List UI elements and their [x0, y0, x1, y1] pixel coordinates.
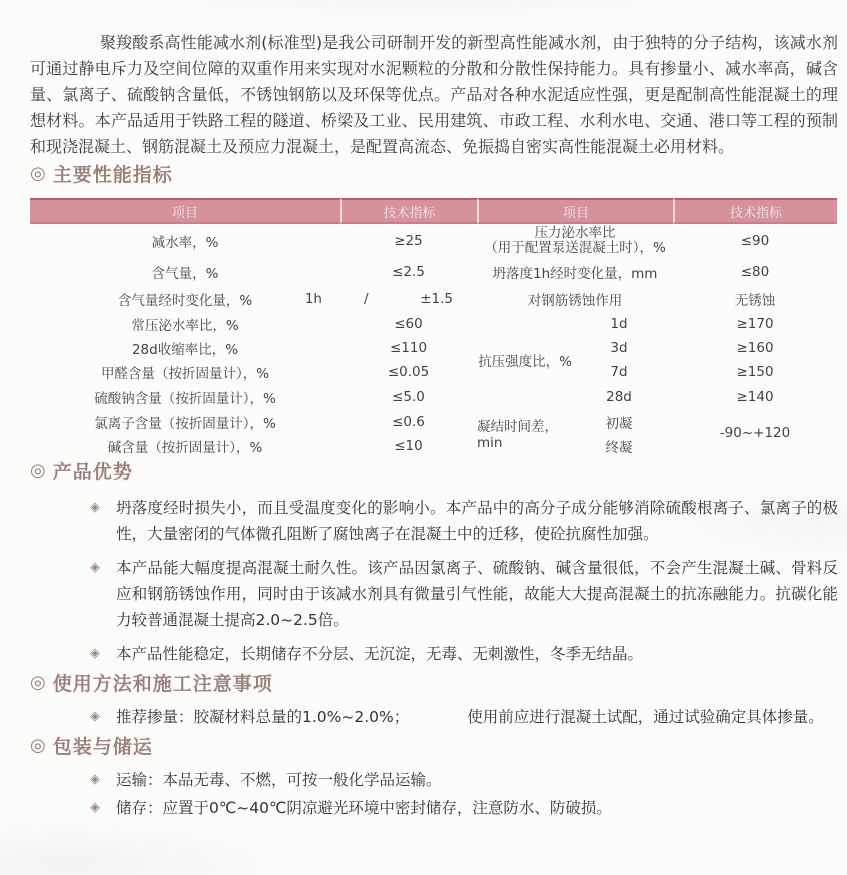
list-item	[30, 704, 838, 730]
table-cell-value: ≤5.0	[392, 388, 425, 405]
table-cell-value: -90~+120	[719, 425, 791, 441]
table-cell-item	[30, 286, 340, 311]
table-cell-value: 无锈蚀	[734, 292, 776, 309]
section-title-text: 主要性能指标	[52, 164, 173, 186]
table-cell-subkey: 7d	[610, 364, 628, 380]
section-title-packaging	[30, 732, 838, 759]
table-cell-item-setting: 凝结时间差，min	[477, 419, 558, 451]
table-cell-item: 减水率，%	[151, 234, 219, 251]
table-cell-item-strength: 抗压强度比，%	[478, 354, 572, 370]
table-cell-value	[340, 286, 477, 311]
table-cell-item-text: 含气量经时变化量，%	[117, 292, 253, 309]
usage-list	[30, 704, 838, 730]
list-item-text: 运输：本品无毒、不燃，可按一般化学品运输。	[116, 771, 442, 789]
table-cell-value: ≤0.6	[392, 413, 425, 430]
table-cell-subkey: 初凝	[605, 415, 633, 432]
table-cell-value: ≥150	[736, 364, 774, 380]
list-item	[30, 641, 838, 667]
list-item-text: 本产品能大幅度提高混凝土耐久性。该产品因氯离子、硫酸钠、碱含量很低，不会产生混凝土碱、骨料反应和钢筋锈蚀作用，同时由于该减水剂具有微量引气性能，故能大大提高混凝土的抗冻融能力。抗碳化能力较普通混凝土提高2.0~2.5倍。	[116, 559, 838, 629]
table-cell-subkey: 3d	[610, 340, 628, 356]
table-cell-value: ≤60	[394, 315, 423, 332]
table-cell-subkey: 终凝	[605, 439, 633, 456]
usage-note-text: 使用前应进行混凝土试配，通过试验确定具体掺量。	[467, 708, 824, 726]
performance-table	[30, 198, 837, 457]
list-item	[30, 795, 838, 821]
table-cell-subkey: 1h	[304, 290, 322, 307]
table-header-cell: 技术指标	[340, 198, 477, 224]
table-cell-value: ≥160	[736, 340, 774, 356]
advantages-list	[30, 495, 838, 667]
section-marker-icon: ◎	[30, 672, 47, 693]
table-cell-value: ≤2.5	[392, 263, 425, 280]
section-marker-icon: ◎	[30, 163, 47, 184]
section-title-usage	[30, 669, 838, 696]
table-cell-value: ≤90	[740, 232, 770, 249]
section-title-text: 包装与储运	[52, 736, 153, 758]
section-marker-icon: ◎	[30, 735, 47, 756]
section-title-text: 产品优势	[52, 461, 133, 483]
table-header-cell: 技术指标	[673, 198, 837, 224]
diamond-bullet-icon: ◈	[90, 646, 100, 661]
section-marker-icon: ◎	[30, 460, 47, 481]
table-cell-item: 硫酸钠含量（按折固量计），%	[94, 390, 276, 407]
table-cell-item: 氯离子含量（按折固量计），%	[94, 415, 276, 432]
table-cell-subkey: 1d	[610, 315, 628, 332]
table-cell-value: ≤110	[389, 340, 428, 356]
diamond-bullet-icon: ◈	[90, 500, 100, 515]
table-cell-item: 28d收缩率比，%	[131, 342, 239, 358]
table-cell-value: ≤10	[394, 437, 423, 454]
list-item-text: 本产品性能稳定，长期储存不分层、无沉淀，无毒、无刺激性，冬季无结晶。	[116, 645, 644, 663]
list-item-text: 坍落度经时损失小，而且受温度变化的影响小。本产品中的高分子成分能够消除硫酸根离子、氯离子的极性，大量密闭的气体微孔阻断了腐蚀离子在混凝土中的迁移，使砼抗腐性加强。	[116, 499, 838, 543]
list-item-text	[116, 704, 838, 730]
dosage-text: 推荐掺量：胶凝材料总量的1.0%~2.0%；	[116, 708, 410, 726]
table-cell-item: 对钢筋锈蚀作用	[527, 292, 623, 309]
table-cell-value: ≤0.05	[387, 364, 430, 380]
table-cell-item-line2: （用于配置泵送混凝土时），%	[484, 239, 666, 256]
section-title-performance	[30, 160, 838, 187]
table-cell-item: 甲醛含量（按折固量计），%	[100, 366, 270, 382]
intro-paragraph: 聚羧酸系高性能减水剂(标准型)是我公司研制开发的新型高性能减水剂，由于独特的分子结构，该减水剂可通过静电斥力及空间位障的双重作用来实现对水泥颗粒的分散和分散性保持能力。具有掺量小、减水率高，碱含量、氯离子、硫酸钠含量低，不锈蚀钢筋以及环保等优点。产品对各种水泥适应性强，更是配制高性能混凝土的理想材料。本产品适用于铁路工程的隧道、桥梁及工业、民用建筑、市政工程、水利水电、交通、港口等工程的预制和现浇混凝土、钢筋混凝土及预应力混凝土，是配置高流态、免振捣自密实高性能混凝土必用材料。	[30, 33, 838, 156]
table-cell-item-line1: 压力泌水率比	[534, 224, 616, 241]
diamond-bullet-icon: ◈	[90, 772, 100, 787]
table-cell-subkey: 28d	[606, 388, 632, 405]
table-header-cell: 项目	[30, 198, 340, 224]
list-item	[30, 495, 838, 547]
list-item	[30, 767, 838, 793]
table-cell-value: ≥170	[736, 315, 774, 332]
diamond-bullet-icon: ◈	[90, 800, 100, 815]
table-cell-item: 坍落度1h经时变化量，mm	[492, 265, 658, 282]
list-item-text: 储存：应置于0℃~40℃阴凉避光环境中密封储存，注意防水、防破损。	[116, 799, 612, 817]
table-cell-value-number: ±1.5	[420, 290, 453, 307]
table-cell-value: ≤80	[740, 263, 770, 280]
table-cell-value: ≥25	[394, 232, 423, 249]
diamond-bullet-icon: ◈	[90, 560, 100, 575]
section-title-advantages	[30, 457, 838, 484]
diamond-bullet-icon: ◈	[90, 709, 100, 724]
table-cell-item	[477, 224, 673, 257]
table-cell-value-slash: /	[364, 290, 369, 307]
table-cell-item: 常压泌水率比，%	[131, 317, 239, 334]
packaging-list	[30, 767, 838, 821]
table-cell-value: ≥140	[736, 388, 774, 405]
table-header-cell: 项目	[477, 198, 673, 224]
table-cell-item: 碱含量（按折固量计），%	[107, 439, 263, 456]
list-item	[30, 555, 838, 633]
section-title-text: 使用方法和施工注意事项	[52, 673, 273, 695]
table-cell-item: 含气量，%	[151, 265, 219, 282]
